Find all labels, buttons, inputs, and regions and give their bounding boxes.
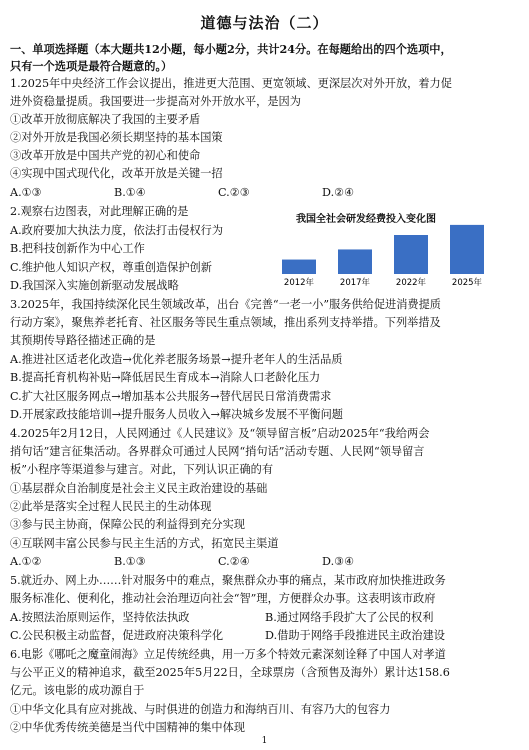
- q3-option-b[interactable]: B.提高托育机构补贴→降低居民生育成本→消除人口老龄化压力: [10, 371, 321, 384]
- chart-canvas: [276, 208, 516, 290]
- chart-bar-0: [282, 260, 316, 274]
- q3-stem-cont-1: 行动方案》，聚焦养老托育、社区服务等民生重点领域，推出系列支持举措。下列举措及: [10, 316, 441, 329]
- q2-stem: 2.观察右边图表，对此理解正确的是: [10, 205, 189, 218]
- q4-option-b[interactable]: B.①③: [114, 555, 146, 568]
- q6-statement-2: ②中华优秀传统美德是当代中国精神的集中体现: [10, 721, 245, 734]
- q1-statement-2: ②对外开放是我国必须长期坚持的基本国策: [10, 131, 223, 144]
- q4-statement-1: ①基层群众自治制度是社会主义民主政治建设的基础: [10, 482, 268, 495]
- q1-statement-4: ④实现中国式现代化，改革开放是关键一招: [10, 167, 223, 180]
- q4-option-a[interactable]: A.①②: [10, 555, 42, 568]
- chart-category-label-3: 2025年: [451, 278, 483, 288]
- q1-option-a[interactable]: A.①③: [10, 186, 42, 199]
- q5-options-cd: [10, 629, 520, 643]
- section-heading-cont: 只有一个选项是最符合题意的。）: [10, 59, 173, 73]
- q1-option-d[interactable]: D.②④: [322, 186, 355, 199]
- q4-options: [10, 555, 426, 569]
- q3-option-d[interactable]: D.开展家政技能培训→提升服务人员收入→解决城乡发展不平衡问题: [10, 408, 343, 421]
- page-title: 道德与法治（二）: [200, 14, 329, 32]
- q2-option-b[interactable]: B.把科技创新作为中心工作: [10, 242, 145, 255]
- q4-statement-3: ③参与民主协商，保障公民的利益得到充分实现: [10, 518, 245, 531]
- q1-options: [10, 186, 426, 200]
- section-heading: 一、单项选择题（本大题共12小题，每小题2分，共计24分。在每题给出的四个选项中，: [10, 42, 452, 56]
- q3-stem-cont-2: 其预期传导路径描述正确的是: [10, 334, 156, 347]
- chart-bar-2: [394, 235, 428, 274]
- q6-stem: 6.电影《哪吒之魔童闹海》立足传统经典，用一万多个特效元素深刻诠释了中国人对孝道: [10, 648, 446, 661]
- q4-option-c[interactable]: C.②④: [218, 555, 250, 568]
- page-number: 1: [261, 736, 268, 746]
- q4-statement-2: ②此举是落实全过程人民民主的生动体现: [10, 500, 212, 513]
- chart-category-label-1: 2017年: [339, 278, 371, 288]
- q1-stem-cont: 进外资稳量提质。我国要进一步提高对外开放水平，是因为: [10, 95, 301, 108]
- q6-stem-cont-1: 与公平正义的精神追求，截至2025年5月22日，全球票房（含预售及海外）累计达158.6: [10, 666, 450, 679]
- q5-options-ab: [10, 611, 520, 625]
- chart-bar-3: [450, 225, 484, 274]
- q4-option-d[interactable]: D.③④: [322, 555, 355, 568]
- q2-option-d[interactable]: D.我国深入实施创新驱动发展战略: [10, 279, 179, 292]
- chart-category-label-2: 2022年: [395, 278, 427, 288]
- q3-option-c[interactable]: C.扩大社区服务网点→增加基本公共服务→替代居民日常消费需求: [10, 390, 332, 403]
- q6-statement-1: ①中华文化具有应对挑战、与时俱进的创造力和海纳百川、有容乃大的包容力: [10, 703, 391, 716]
- q5-option-d[interactable]: D.借助于网络手段推进民主政治建设: [265, 629, 445, 642]
- q3-stem: 3.2025年，我国持续深化民生领域改革，出台《完善“一老一小”服务供给促进消费提质: [10, 298, 441, 311]
- q4-statement-4: ④互联网丰富公民参与民主生活的方式，拓宽民主渠道: [10, 537, 279, 550]
- q1-option-b[interactable]: B.①④: [114, 186, 146, 199]
- chart-bar-1: [338, 249, 372, 274]
- rd-investment-chart: [276, 208, 516, 290]
- q4-stem-cont-2: 板”小程序等渠道参与建言。对此，下列认识正确的有: [10, 463, 274, 476]
- q1-stem: 1.2025年中央经济工作会议提出，推进更大范围、更宽领域、更深层次对外开放，着力促: [10, 77, 452, 90]
- q5-option-a[interactable]: A.按照法治原则运作，坚持依法执政: [10, 611, 190, 624]
- q5-option-c[interactable]: C.公民积极主动监督，促进政府决策科学化: [10, 629, 224, 642]
- chart-title: 我国全社会研发经费投入变化图: [296, 214, 436, 225]
- q1-statement-3: ③改革开放是中国共产党的初心和使命: [10, 149, 201, 162]
- q5-option-b[interactable]: B.通过网络手段扩大了公民的权利: [265, 611, 434, 624]
- q3-option-a[interactable]: A.推进社区适老化改造→优化养老服务场景→提升老年人的生活品质: [10, 353, 343, 366]
- q4-stem-cont-1: 捎句话”建言征集活动。各界群众可通过人民网“捎句话”活动专题、人民网“领导留言: [10, 445, 425, 458]
- q2-option-a[interactable]: A.政府要加大执法力度，依法打击侵权行为: [10, 224, 224, 237]
- chart-category-label-0: 2012年: [283, 278, 315, 288]
- q4-stem: 4.2025年2月12日，人民网通过《人民建议》及“领导留言板”启动2025年“我给两会: [10, 427, 430, 440]
- q5-stem-cont: 服务标准化、便利化，推动社会治理迈向社会“智”理，方便群众办事。这表明该市政府: [10, 592, 436, 605]
- q1-option-c[interactable]: C.②③: [218, 186, 250, 199]
- q6-stem-cont-2: 亿元。该电影的成功源自于: [10, 684, 145, 697]
- q1-statement-1: ①改革开放彻底解决了我国的主要矛盾: [10, 113, 201, 126]
- q2-option-c[interactable]: C.维护他人知识产权，尊重创造保护创新: [10, 261, 212, 274]
- q5-stem: 5.就近办、网上办……针对服务中的难点，聚焦群众办事的痛点，某市政府加快推进政务: [10, 574, 446, 587]
